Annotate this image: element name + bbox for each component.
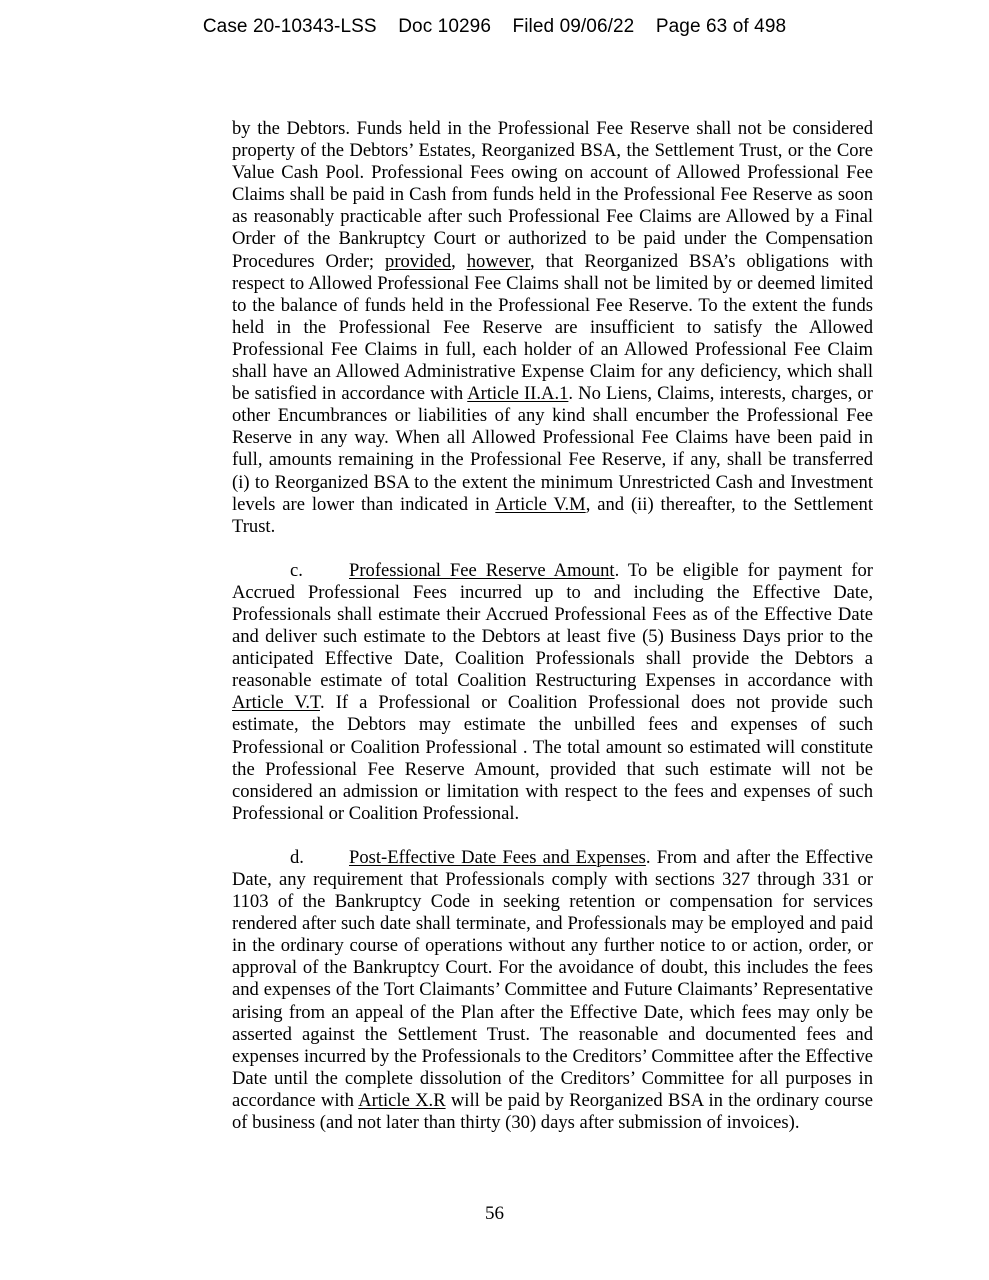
case-header: Case 20-10343-LSS Doc 10296 Filed 09/06/22 Page 63 of 498: [202, 16, 787, 37]
document-body: [232, 118, 873, 1134]
text-run: . To be eligible for payment for Accrued Professional Fees incurred up to and including the Effective Date, Professionals shall estimate their Accrued Professional Fees as of the Effective Date and deliver such estimate to the Debtors at least five (5) Business Days prior to the anticipated Effective Date, Coalition Professionals shall provide the Debtors a reasonable estimate of total Coalition Restructuring Expenses in accordance with: [232, 559, 873, 692]
paragraph-c: [232, 560, 873, 825]
article-reference: Article V.T: [232, 692, 320, 714]
article-reference: Article II.A.1: [467, 383, 569, 405]
text-run: , that Reorganized BSA’s obligations with respect to Allowed Professional Fee Claims shall not be limited by or deemed limited to the balance of funds held in the Professional Fee Reserve. To the extent the funds held in the Professional Fee Reserve are insufficient to satisfy the Allowed Professional Fee Claims in full, each holder of an Allowed Professional Fee Claim shall have an Allowed Administrative Expense Claim for any deficiency, which shall be satisfied in accordance with: [232, 250, 874, 405]
term-however: however: [466, 250, 530, 272]
text-run: . No Liens, Claims, interests, charges, or other Encumbrances or liabilities of any kind shall encumber the Professional Fee Reserve in any way. When all Allowed Professional Fee Claims have been paid in full, amounts remaining in the Professional Fee Reserve, if any, shall be transferred (i) to Reorganized BSA to the extent the minimum Unrestricted Cash and Investment levels are lower than indicated in: [232, 383, 873, 515]
paragraph-label: d.: [290, 846, 304, 868]
text-run: by the Debtors. Funds held in the Professional Fee Reserve shall not be considered property of the Debtors’ Estates, Reorganized BSA, the Settlement Trust, or the Core Value Cash Pool. Professional Fees owing on account of Allowed Professional Fee Claims shall be paid in Cash from funds held in the Professional Fee Reserve as soon as reasonably practicable after such Professional Fee Claims are Allowed by a Final Order of the Bankruptcy Court or authorized to be paid under the Compensation Procedures Order;: [232, 118, 873, 272]
article-reference: Article V.M: [495, 493, 586, 515]
page-number: 56: [485, 1203, 504, 1224]
text-run: . From and after the Effective Date, any requirement that Professionals comply with sections 327 through 331 or 1103 of the Bankruptcy Code in seeking retention or compensation for services rendered after such date shall terminate, and Professionals may be employed and paid in the ordinary course of operations without any further notice to or action, order, or approval of the Bankruptcy Court. For the avoidance of doubt, this includes the fees and expenses of the Tort Claimants’ Committee and Future Claimants’ Representative arising from an appeal of the Plan after the Effective Date, which fees may only be asserted against the Settlement Trust. The reasonable and documented fees and expenses incurred by the Professionals to the Creditors’ Committee after the Effective Date until the complete dissolution of the Creditors’ Committee for all purposes in accordance with: [232, 846, 874, 1111]
article-reference: Article X.R: [358, 1089, 446, 1111]
text-run: . If a Professional or Coalition Professional does not provide such estimate, the Debtors may estimate the unbilled fees and expenses of such Professional or Coalition Professional . The total amount so estimated will constitute the Professional Fee Reserve Amount, provided that such estimate will not be considered an admission or limitation with respect to the fees and expenses of such Professional or Coalition Professional.: [232, 692, 874, 824]
text-run: will be paid by Reorganized BSA in the ordinary course of business (and not later than thirty (30) days after submission of invoices).: [232, 1089, 873, 1134]
section-heading: Professional Fee Reserve Amount: [349, 559, 615, 581]
paragraph-label: c.: [290, 559, 303, 581]
section-heading: Post-Effective Date Fees and Expenses: [349, 846, 646, 868]
paragraph-continued: [232, 118, 873, 538]
paragraph-d: [232, 847, 873, 1134]
term-provided: provided: [385, 250, 452, 272]
text-run: , and (ii) thereafter, to the Settlement Trust.: [232, 493, 874, 537]
text-run: ,: [451, 250, 467, 272]
